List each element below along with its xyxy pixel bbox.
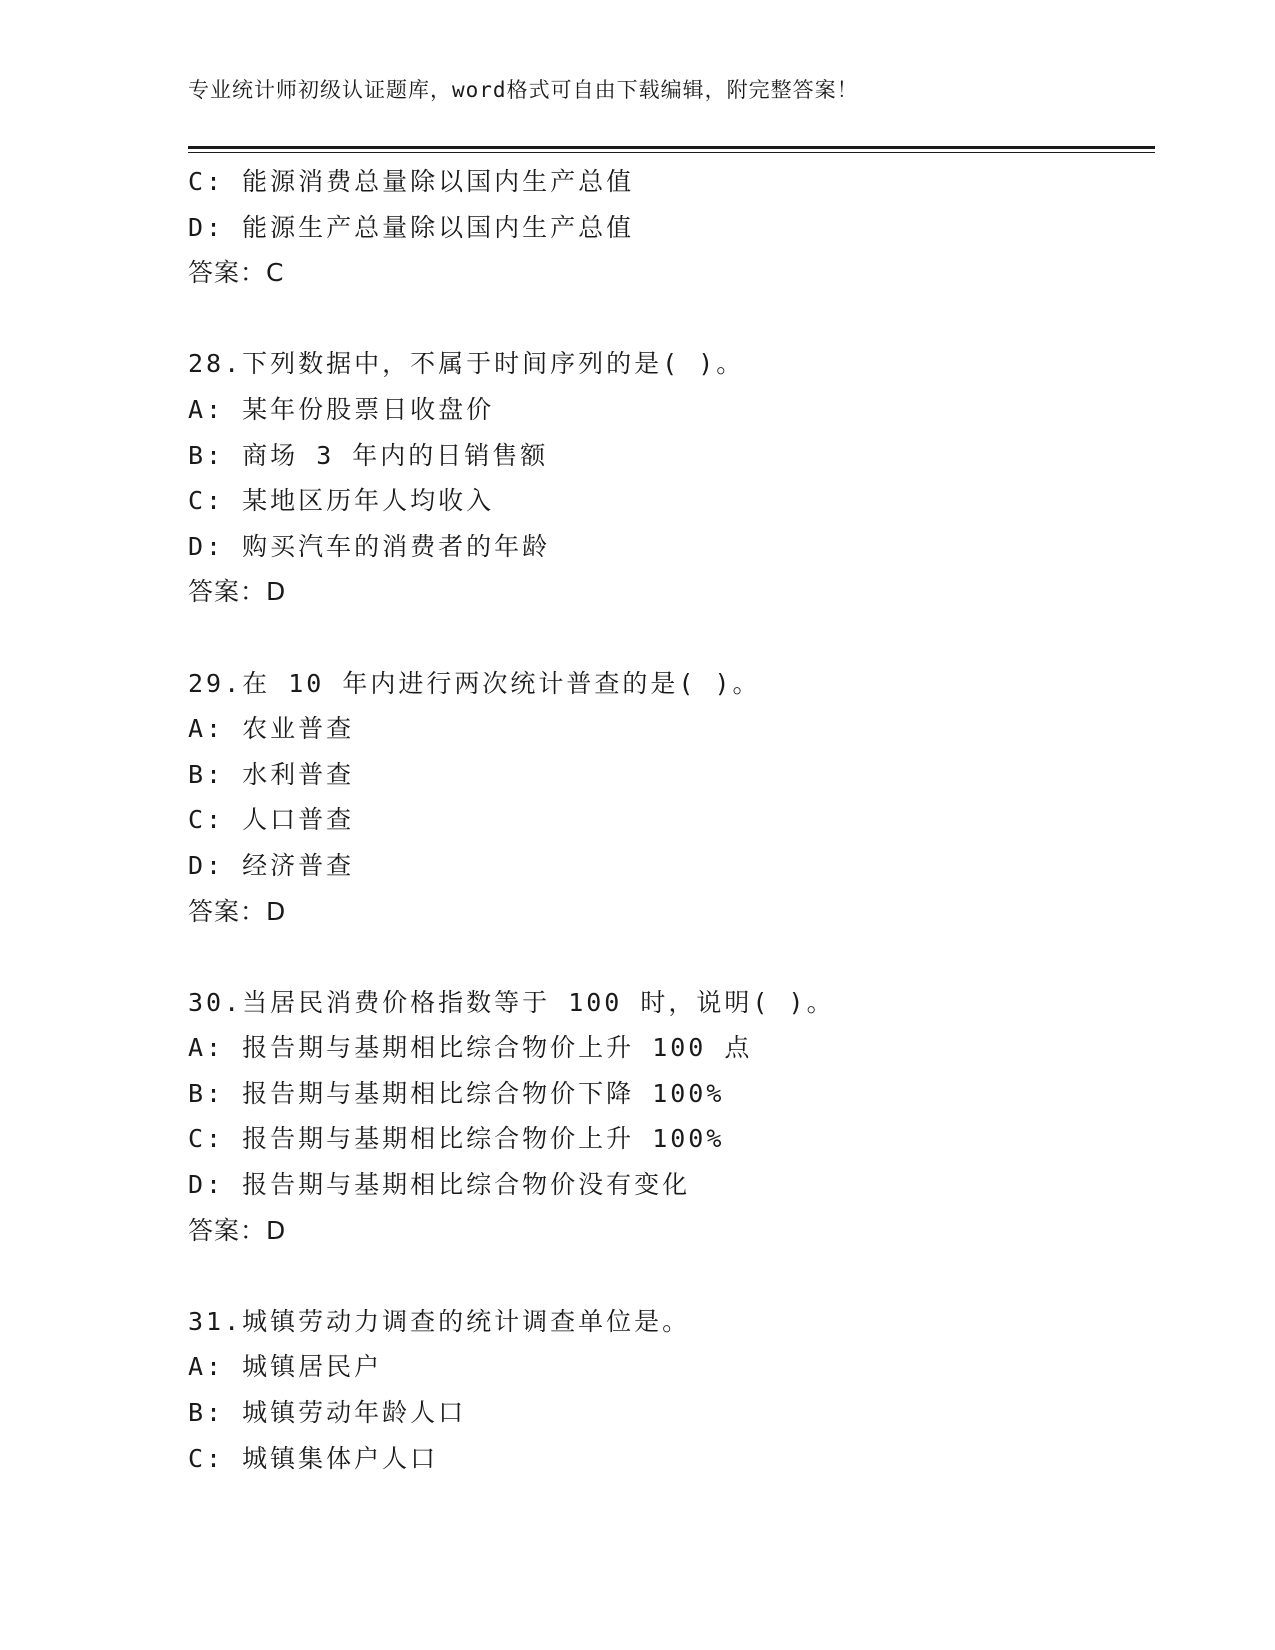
header-rule-thin (188, 152, 1155, 153)
option-b: B: 水利普查 (188, 759, 355, 789)
question-28 (188, 341, 1148, 615)
header-rule-thick (188, 146, 1155, 149)
question-content (188, 159, 1148, 1481)
question-30 (188, 980, 1148, 1254)
option-c: C: 城镇集体户人口 (188, 1443, 439, 1473)
option-c: C: 人口普查 (188, 805, 355, 835)
option-a: A: 某年份股票日收盘价 (188, 394, 495, 424)
spacer (188, 615, 1148, 661)
answer: 答案：C (188, 258, 285, 288)
option-b: B: 城镇劳动年龄人口 (188, 1398, 467, 1428)
option-c: C: 某地区历年人均收入 (188, 486, 495, 516)
answer: 答案：D (188, 896, 287, 926)
option-d: D: 能源生产总量除以国内生产总值 (188, 212, 635, 242)
question-stem: 31.城镇劳动力调查的统计调查单位是。 (188, 1306, 691, 1336)
option-d: D: 购买汽车的消费者的年龄 (188, 531, 551, 561)
option-b: B: 报告期与基期相比综合物价下降 100% (188, 1078, 725, 1108)
page-header: 专业统计师初级认证题库，word格式可自由下载编辑，附完整答案！ (188, 78, 859, 102)
option-c: C: 报告期与基期相比综合物价上升 100% (188, 1124, 725, 1154)
option-a: A: 农业普查 (188, 714, 355, 744)
question-stem: 30.当居民消费价格指数等于 100 时，说明( )。 (188, 987, 835, 1017)
question-29 (188, 661, 1148, 935)
spacer (188, 1253, 1148, 1299)
spacer (188, 934, 1148, 980)
question-31 (188, 1299, 1148, 1481)
question-27-continuation (188, 159, 1148, 296)
question-stem: 29.在 10 年内进行两次统计普查的是( )。 (188, 668, 761, 698)
option-a: A: 城镇居民户 (188, 1352, 383, 1382)
option-a: A: 报告期与基期相比综合物价上升 100 点 (188, 1033, 753, 1063)
option-c: C: 能源消费总量除以国内生产总值 (188, 167, 635, 196)
answer: 答案：D (188, 1215, 287, 1245)
option-d: D: 报告期与基期相比综合物价没有变化 (188, 1170, 691, 1200)
answer: 答案：D (188, 577, 287, 607)
option-b: B: 商场 3 年内的日销售额 (188, 440, 549, 470)
option-d: D: 经济普查 (188, 850, 355, 880)
question-stem: 28.下列数据中，不属于时间序列的是( )。 (188, 349, 745, 379)
spacer (188, 296, 1148, 342)
